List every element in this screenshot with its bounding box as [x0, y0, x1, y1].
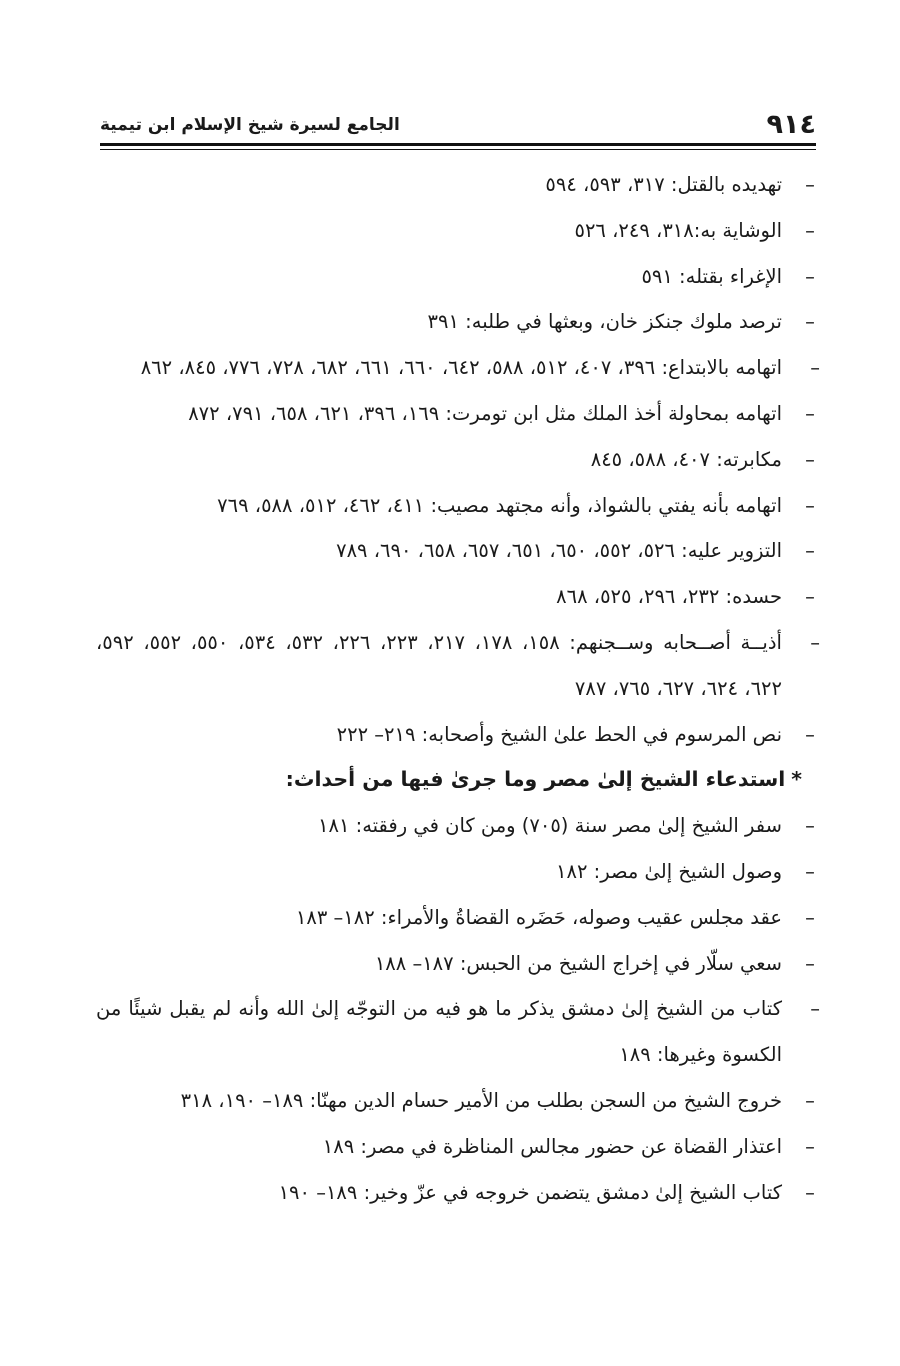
index-entry [96, 299, 820, 345]
entry-text: حسده: ٢٣٢، ٢٩٦، ٥٢٥، ٨٦٨ [556, 585, 782, 609]
bullet-dash: – [805, 585, 815, 609]
index-entry [96, 528, 820, 574]
bullet-dash: – [805, 1134, 815, 1158]
bullet-dash: – [805, 859, 815, 883]
bullet-dash: – [805, 951, 815, 975]
header-rule-thick [100, 143, 816, 146]
bullet-dash: – [805, 539, 815, 563]
bullet-dash: – [810, 356, 820, 380]
bullet-dash: – [805, 447, 815, 471]
entry-text: سفر الشيخ إلىٰ مصر سنة (٧٠٥) ومن كان في رفقته: ١٨١ [318, 814, 782, 838]
entry-text: نص المرسوم في الحط علىٰ الشيخ وأصحابه: ٢١٩– ٢٢٢ [336, 722, 782, 746]
entry-text: كتاب من الشيخ إلىٰ دمشق يذكر ما هو فيه من التوجّه إلىٰ الله وأنه لم يقبل شيئًا من الكسوة وغيرها: ١٨٩ [96, 997, 782, 1067]
index-entry [96, 712, 820, 758]
entry-text: عقد مجلس عقيب وصوله، حَضَره القضاةُ والأمراء: ١٨٢– ١٨٣ [295, 905, 782, 929]
entry-text: اتهامه بالابتداع: ٣٩٦، ٤٠٧، ٥١٢، ٥٨٨، ٦٤٢، ٦٦٠، ٦٦١، ٦٨٢، ٧٢٨، ٧٧٦، ٨٤٥، ٨٦٢ [140, 356, 782, 380]
page-number: ٩١٤ [766, 109, 816, 140]
bullet-dash: – [805, 814, 815, 838]
index-entry [96, 620, 820, 712]
bullet-dash: – [805, 173, 815, 196]
index-entry [96, 803, 820, 849]
asterisk-marker: * [791, 767, 802, 792]
entry-text: مكابرته: ٤٠٧، ٥٨٨، ٨٤٥ [590, 447, 782, 471]
entry-text: التزوير عليه: ٥٢٦، ٥٥٢، ٦٥٠، ٦٥١، ٦٥٧، ٦٥٨، ٦٩٠، ٧٨٩ [336, 539, 782, 563]
section-heading-text: استدعاء الشيخ إلىٰ مصر وما جرىٰ فيها من أحداث: [285, 767, 786, 792]
entry-text: سعي سلّار في إخراج الشيخ من الحبس: ١٨٧– ١٨٨ [374, 951, 782, 975]
index-entry [96, 345, 820, 391]
bullet-dash: – [810, 630, 820, 654]
running-title: الجامع لسيرة شيخ الإسلام ابن تيمية [100, 115, 400, 135]
entry-text: الوشاية به:٣١٨، ٢٤٩، ٥٢٦ [574, 218, 782, 242]
bullet-dash: – [805, 264, 815, 288]
index-entry [96, 162, 820, 208]
bullet-dash: – [805, 722, 815, 746]
entry-text: اتهامه بأنه يفتي بالشواذ، وأنه مجتهد مصيب: ٤١١، ٤٦٢، ٥١٢، ٥٨٨، ٧٦٩ [217, 493, 782, 517]
bullet-dash: – [805, 1180, 815, 1204]
bullet-dash: – [805, 310, 815, 334]
index-entries [96, 162, 820, 1215]
index-entry [96, 483, 820, 529]
section-heading [96, 757, 820, 803]
index-entry [96, 1124, 820, 1170]
bullet-dash: – [805, 401, 815, 425]
index-entry [96, 437, 820, 483]
page-header [100, 110, 816, 140]
index-entry [96, 208, 820, 254]
bullet-dash: – [805, 1088, 815, 1112]
entry-text: كتاب الشيخ إلىٰ دمشق يتضمن خروجه في عزّ وخير: ١٨٩– ١٩٠ [278, 1180, 782, 1204]
bullet-dash: – [805, 218, 815, 242]
index-entry [96, 986, 820, 1078]
index-entry [96, 849, 820, 895]
entry-text: ترصد ملوك جنكز خان، وبعثها في طلبه: ٣٩١ [427, 310, 782, 334]
entry-text: خروج الشيخ من السجن بطلب من الأمير حسام الدين مهنّا: ١٨٩– ١٩٠، ٣١٨ [180, 1088, 782, 1112]
index-entry [96, 941, 820, 987]
entry-text: اتهامه بمحاولة أخذ الملك مثل ابن تومرت: ١٦٩، ٣٩٦، ٦٢١، ٦٥٨، ٧٩١، ٨٧٢ [188, 401, 782, 425]
index-entry [96, 1170, 820, 1216]
entry-text: اعتذار القضاة عن حضور مجالس المناظرة في مصر: ١٨٩ [322, 1134, 782, 1158]
index-entry [96, 254, 820, 300]
entry-text: وصول الشيخ إلىٰ مصر: ١٨٢ [556, 859, 782, 883]
header-rule-thin [100, 149, 816, 150]
entry-text: تهديده بالقتل: ٣١٧، ٥٩٣، ٥٩٤ [545, 173, 782, 196]
bullet-dash: – [805, 905, 815, 929]
entry-text: أذيــة أصــحابه وســجنهم: ١٥٨، ١٧٨، ٢١٧، ٢٢٣، ٢٢٦، ٥٣٢، ٥٣٤، ٥٥٠، ٥٥٢، ٥٩٢، ٦٢٢، ٦٢٤، ٦٢٧، ٧٦٥، ٧٨٧ [96, 630, 782, 700]
index-entry [96, 391, 820, 437]
index-entry [96, 1078, 820, 1124]
index-entry [96, 895, 820, 941]
bullet-dash: – [805, 493, 815, 517]
index-entry [96, 574, 820, 620]
entry-text: الإغراء بقتله: ٥٩١ [641, 264, 782, 288]
bullet-dash: – [810, 997, 820, 1021]
